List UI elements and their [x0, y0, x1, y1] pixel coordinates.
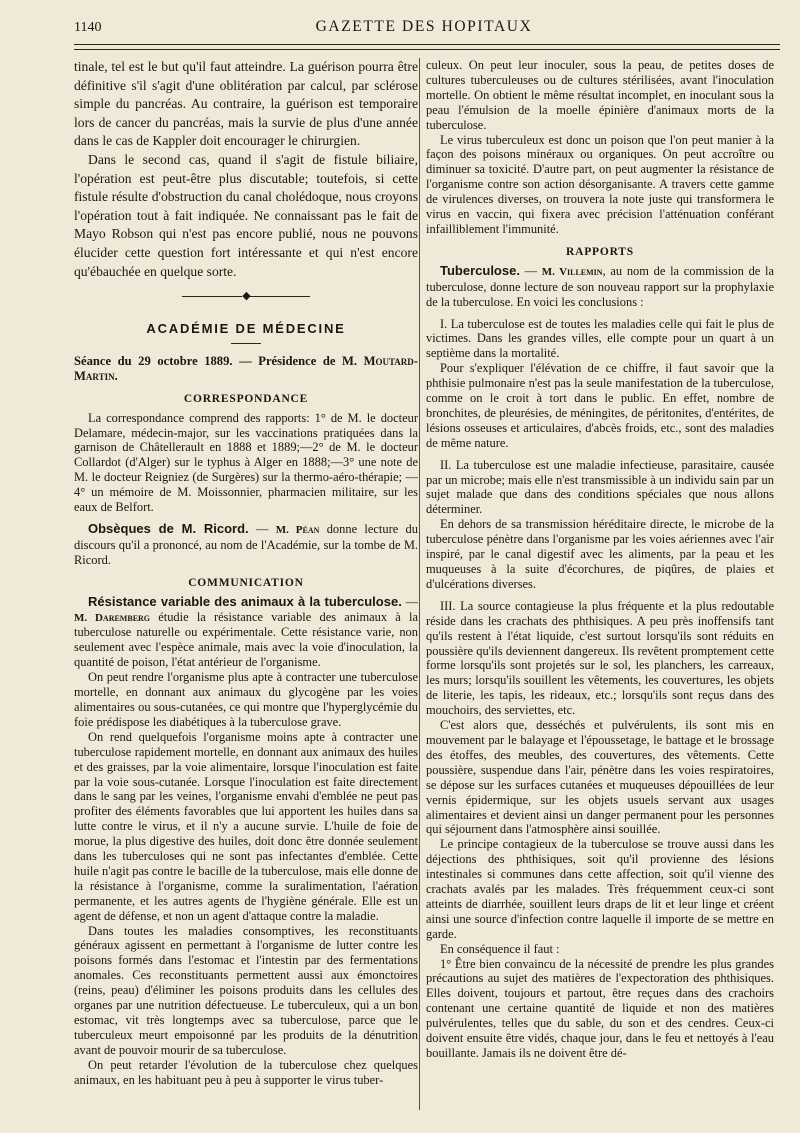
- paragraph: Le virus tuberculeux est donc un poison que l'on peut manier à la façon des poisons minéraux ou organiques. On peut accroître ou diminuer sa toxicité. D'autre part, on peut augmenter la résistance de l'organisme contre son action désorganisante. A travers cette gamme de virulences diverses, on trouvera la note juste qui transformera le virus en vaccin, qui fixera avec précision l'atténuation conférant infailliblement l'immunité.: [426, 132, 774, 236]
- paragraph: Résistance variable des animaux à la tuberculose. — M. Daremberg étudie la résistance variable des animaux à la tuberculose naturelle ou expérimentale. Cette résistance varie, non seulement avec l'espèce animale, mais avec la voie d'inoculation, la quantité de poison, l'état antérieur de l'organisme.: [74, 593, 418, 670]
- subheading: RAPPORTS: [566, 245, 634, 258]
- paragraph: Dans toutes les maladies consomptives, les reconstituants généraux agissent en permettant à l'organisme de lutter contre les poisons formés dans l'estomac et l'intestin par des fermentations anomales. Ces reconstituants permettent aussi aux émonctoires (reins, peau) d'éliminer les poisons produits dans les cellules des organes par une nutrition défectueuse. Le tuberculeux, qui a un bon estomac, vit très longtemps avec sa tuberculose, parce que le tuberculeux meurt empoisonné par les produits de la dénutrition avant de pouvoir mourir de sa tuberculose.: [74, 923, 418, 1057]
- right-column: [426, 58, 774, 1061]
- page-number: 1140: [74, 20, 102, 35]
- lead-article: [74, 58, 418, 281]
- paragraph: II. La tuberculose est une maladie infectieuse, parasitaire, causée par un microbe; mais elle n'est transmissible à un individu sain par un sujet malade que dans des conditions spéciales que nous allons déterminer.: [426, 457, 774, 517]
- paragraph: I. La tuberculose est de toutes les maladies celle qui fait le plus de victimes. Dans les grandes villes, elle compte pour un quart à un septième dans la mortalité.: [426, 316, 774, 361]
- subheading: COMMUNICATION: [188, 576, 304, 589]
- header-rule-double: [74, 49, 780, 50]
- paragraph: Tuberculose. — M. Villemin, au nom de la commission de la tuberculose, donne lecture de son nouveau rapport sur la prophylaxie de la tuberculose. En voici les conclusions :: [426, 262, 774, 309]
- paragraph: C'est alors que, desséchés et pulvérulents, ils sont mis en mouvement par le balayage et l'époussetage, le battage et le brossage des étoffes, des meubles, des couvertures, des vêtements. Cette poussière, suspendue dans l'air, pénètre dans les voies respiratoires, se dépose sur les surfaces cutanées et muqueuses dépouillées de leur vernis épidermique, sur les objets usuels servant aux usages alimentaires et devient ainsi un danger permanent pour les personnes qui séjournent dans l'atmosphère ainsi souillée.: [426, 718, 774, 837]
- paragraph: 1° Être bien convaincu de la nécessité de prendre les plus grandes précautions au sujet des matières de l'expectoration des phthisiques. Elles doivent, toujours et partout, être reçues dans des crachoirs contenant une certaine quantité de liquide et non des matières pulvérulentes, telles que du sable, du son et des cendres. Ceux-ci doivent ensuite être vidés, chaque jour, dans le feu et nettoyés à l'eau bouillante. Jamais ils ne doivent être dé-: [426, 956, 774, 1060]
- paragraph: III. La source contagieuse la plus fréquente et la plus redoutable réside dans les crachats des phthisiques. A peu près inoffensifs tant qu'ils restent à l'état liquide, c'est surtout lorsqu'ils sont réduits en poussière qu'ils deviennent dangereux. Ils revêtent promptement cette forme lorsqu'ils sont projetés sur le sol, les planchers, les carreaux, les murs; lorsqu'ils souillent les vêtements, les couvertures, les objets de literie, les tapis, les rideaux, etc.; lorsqu'ils sont reçus dans des mouchoirs, des serviettes, etc.: [426, 598, 774, 718]
- section-title: ACADÉMIE DE MÉDECINE: [146, 321, 346, 337]
- paragraph: On peut retarder l'évolution de la tuberculose chez quelques animaux, en les habituant peu à peu à supporter le virus tuber-: [74, 1057, 418, 1087]
- paragraph: culeux. On peut leur inoculer, sous la peau, de petites doses de cultures tuberculeuses ou de cultures stérilisées, avant l'inoculation mortelle. On obtient le même résultat incomplet, en inoculant sous la peau l'émulsion de la moelle épinière d'animaux morts de la tuberculose.: [426, 58, 774, 132]
- paragraph: En conséquence il faut :: [440, 941, 560, 956]
- paragraph: Obsèques de M. Ricord. — M. Péan donne lecture du discours qu'il a prononcé, au nom de l'Académie, sur la tombe de M. Ricord.: [74, 521, 418, 567]
- ornament-divider: ◆: [74, 289, 418, 304]
- paragraph: Le principe contagieux de la tuberculose se trouve aussi dans les déjections des phthisiques, soit qu'il provienne des lésions intestinales si communes dans cette affection, soit qu'il vienne des crachats avalés par les malades. Très fréquemment ceux-ci sont atteints de diarrhée, souillent leurs draps de lit et leur linge et créent ainsi une source d'infection contre laquelle il importe de se mettre en garde.: [426, 837, 774, 941]
- paragraph: La correspondance comprend des rapports: 1° de M. le docteur Delamare, médecin-major, sur les vaccinations pratiquées dans la garnison de Châtellerault en 1888 et 1889;—2° de M. le docteur Collardot (d'Alger) sur le typhus à Alger en 1888;—3° une note de M. le docteur Reigniez (de Surgères) sur la thermo-aéro-thérapie; — 4° un mémoire de M. Moissonnier, pharmacien militaire, sur les eaux de Belfort.: [74, 410, 418, 515]
- paragraph: Dans le second cas, quand il s'agit de fistule biliaire, l'opération est peut-être plus discutable; toutefois, si cette fistule résulte d'obstruction du canal cholédoque, nous croyons l'opération tout à fait indiquée. Ne connaissant pas le fait de Mayo Robson qui n'est pas encore publié, nous ne pouvons élucider cette question fort intéressante et qui n'est encore qu'ébauchée en quelque sorte.: [74, 151, 418, 279]
- divider: [231, 343, 261, 344]
- journal-title: GAZETTE DES HOPITAUX: [315, 18, 533, 35]
- paragraph: tinale, tel est le but qu'il faut atteindre. La guérison pourra être définitive s'il s'agit d'une oblitération par calcul, par sclérose simple du pancréas. Au contraire, la guérison est temporaire lors de cancer du pancréas, mais la survie de plus d'une année dans le cas de Kappler doit encourager le chirurgien.: [74, 59, 418, 149]
- paragraph: On rend quelquefois l'organisme moins apte à contracter une tuberculose rapidement mortelle, en donnant aux animaux des huiles et des graisses, par la voie alimentaire, lorsque l'inoculation est faite par la voie sous-cutanée. Lorsque l'inoculation est faite directement dans le sang par les veines, l'organisme envahi d'emblée ne peut pas profiter des éléments favorables que lui apportent les huiles dans sa lutte contre le virus, et il n'y a aucune survie. L'huile de foie de morue, la plus digestive des huiles, doit donc être donnée seulement dans les tuberculoses qui ne sont pas infectantes d'emblée. Cette huile n'agit pas contre le bacille de la tuberculose, mais elle donne de la résistance à l'organisme, comme la suralimentation, l'aération permanente, et les autres agents de l'hygiène générale. Elle est un agent de défense, et non un agent d'attaque contre la maladie.: [74, 729, 418, 923]
- paragraph: En dehors de sa transmission héréditaire directe, le microbe de la tuberculose pénètre dans l'organisme par les voies aériennes avec l'air inspiré, par le canal digestif avec les aliments, par la peau et les muqueuses à la suite d'écorchures, de piqûres, de plaies et d'ulcérations diverses.: [426, 517, 774, 591]
- page-header: [74, 18, 774, 40]
- column-divider: [419, 58, 420, 1110]
- header-rule: [74, 44, 780, 45]
- subheading: CORRESPONDANCE: [183, 392, 309, 405]
- left-column: [74, 58, 418, 1088]
- session-line: Séance du 29 octobre 1889. — Présidence de M. Moutard-Martin.: [74, 353, 418, 383]
- paragraph: Pour s'expliquer l'élévation de ce chiffre, il faut savoir que la phthisie pulmonaire n'est pas la seule manifestation de la tuberculose, comme on le croit à tort dans le public. En effet, nombre de bronchites, de pleurésies, de méningites, de péritonites, d'entérites, de lésions osseuses et articulaires, d'abcès froids, etc., sont des maladies de même nature.: [426, 361, 774, 450]
- paragraph: On peut rendre l'organisme plus apte à contracter une tuberculose mortelle, en donnant aux animaux du glycogène par les voies alimentaires ou sous-cutanées, ce qui montre que l'hyperglycémie du foie prédispose les diabétiques à la tuberculose grave.: [74, 670, 418, 729]
